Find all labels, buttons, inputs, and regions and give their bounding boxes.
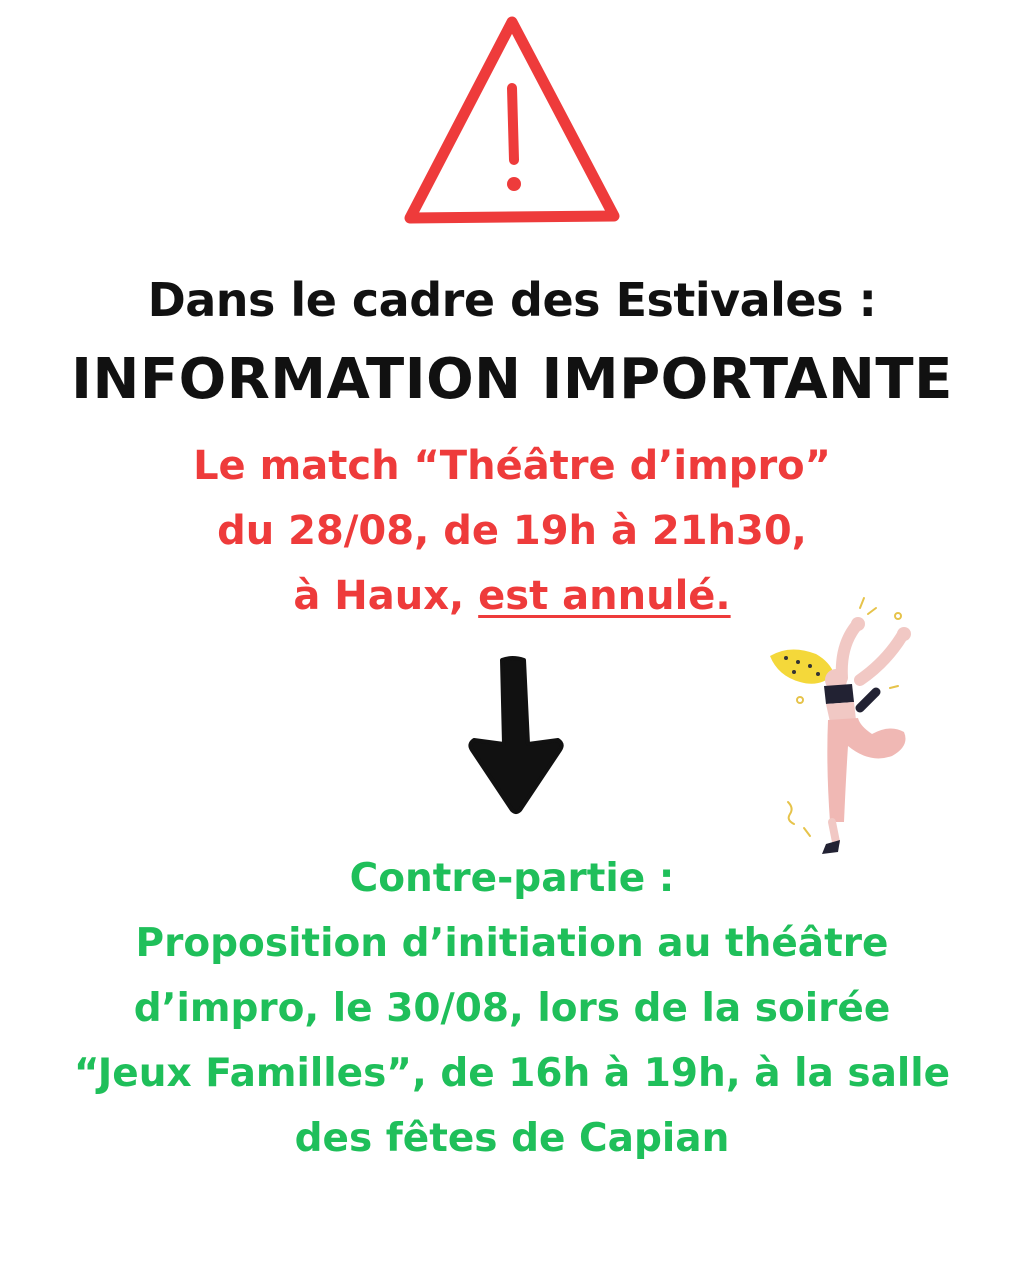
dancing-woman-illustration xyxy=(760,596,930,866)
warning-triangle-icon xyxy=(400,14,624,228)
arrow-down-icon xyxy=(468,654,564,816)
cancelled-status: est annulé. xyxy=(478,573,731,619)
cancellation-line-1: Le match “Théâtre d’impro” xyxy=(193,443,831,489)
counterpart-line-1: Contre-partie : xyxy=(349,856,675,901)
heading-title: INFORMATION IMPORTANTE xyxy=(71,347,953,412)
heading-intro: Dans le cadre des Estivales : xyxy=(147,273,877,327)
counterpart-line-2: Proposition d’initiation au théâtre xyxy=(135,921,889,966)
counterpart-line-5: des fêtes de Capian xyxy=(294,1116,730,1161)
cancellation-line-2: du 28/08, de 19h à 21h30, xyxy=(217,508,807,554)
counterpart-line-3: d’impro, le 30/08, lors de la soirée xyxy=(133,986,891,1031)
counterpart-offer xyxy=(0,846,1024,1171)
counterpart-line-4: “Jeux Familles”, de 16h à 19h, à la salle xyxy=(73,1051,951,1096)
cancellation-location: à Haux, xyxy=(293,573,479,619)
